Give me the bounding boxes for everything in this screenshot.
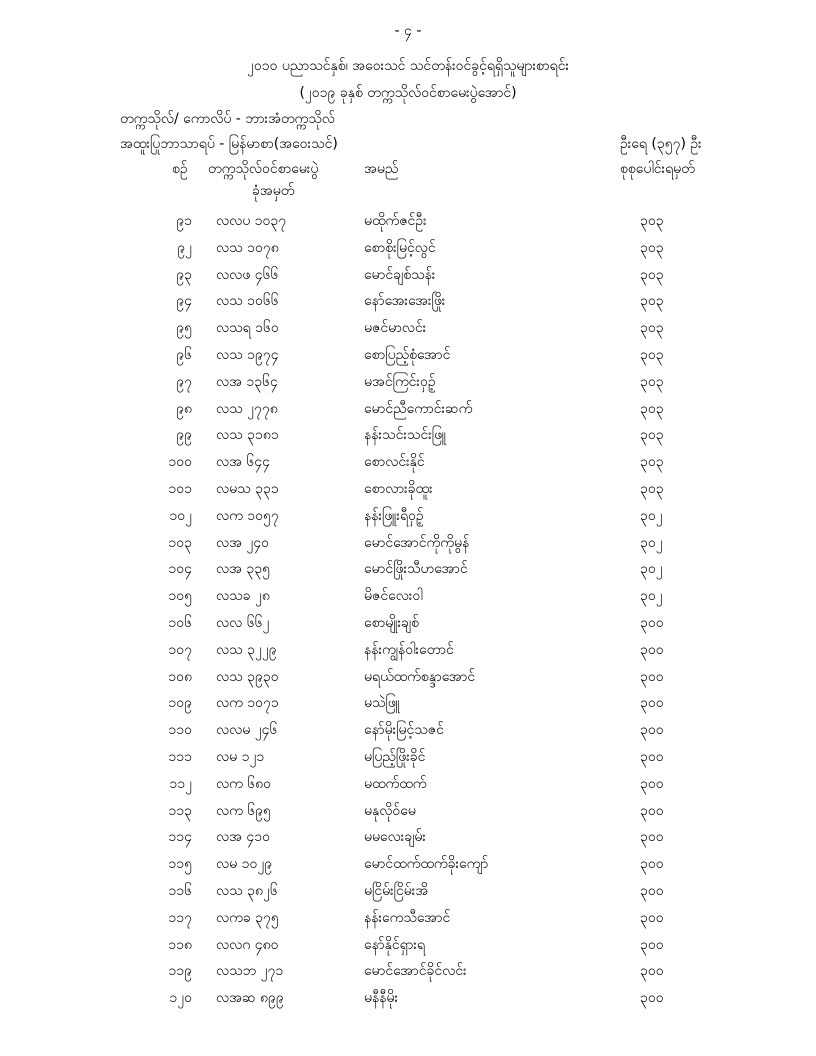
- total-score: ၃၀၃: [640, 266, 664, 283]
- table-row: [0, 717, 816, 744]
- table-row: [0, 958, 816, 985]
- candidate-name: မောင်ဖြိုးသီဟအောင်: [364, 561, 468, 578]
- roll-number: လမ ၁၀၂၉: [216, 856, 273, 873]
- roll-number: လသ ၁၀၆၆: [216, 293, 279, 310]
- roll-number: လသရ ၁၆၀: [216, 320, 279, 337]
- row-number: ၁၀၃: [168, 534, 192, 551]
- candidate-name: မအင်ကြင်းဝှဉ့်: [364, 373, 436, 390]
- header-score: စုစုပေါင်းရမှတ်: [620, 161, 695, 177]
- roll-number: လအ ၄၁၀: [216, 829, 271, 846]
- roll-number: လသ ၁၀၇၈: [216, 239, 279, 256]
- cutoff-label: ဦးရေ (၃၅၇) ဦး: [620, 136, 702, 152]
- roll-number: လမ ၁၂၁: [216, 748, 265, 765]
- roll-number: လလမ ၂၄၆: [216, 722, 278, 739]
- table-row: [0, 556, 816, 583]
- roll-number: လအ ၃၃၅: [216, 561, 271, 578]
- row-number: ၉၆: [176, 346, 192, 363]
- roll-number: လက ၆၉၅: [216, 802, 271, 819]
- candidate-name: မသဲဖြူ: [364, 695, 400, 712]
- candidate-name: နော်နိုင်ရှားရ: [364, 936, 425, 953]
- table-row: [0, 369, 816, 396]
- university-line: တက္ကသိုလ်/ ကောလိပ် - ဘားအံတက္ကသိုလ်: [120, 111, 335, 127]
- total-score: ၃၀၀: [640, 856, 664, 873]
- candidate-name: မောင်အောင်ခိုင်လင်း: [364, 963, 467, 980]
- row-number: ၁၁၂: [169, 775, 192, 792]
- roll-number: လသခ ၂၈: [216, 588, 270, 605]
- row-number: ၉၅: [176, 320, 192, 337]
- total-score: ၃၀၃: [640, 480, 664, 497]
- candidate-name: စောစိုးမြင့်လွင်: [364, 239, 436, 256]
- table-row: [0, 288, 816, 315]
- row-number: ၉၁: [176, 213, 192, 229]
- total-score: ၃၀၀: [640, 775, 664, 792]
- roll-number: လအ ၆၄၄: [216, 454, 271, 471]
- row-number: ၁၀၉: [168, 695, 192, 712]
- row-number: ၉၄: [176, 293, 192, 310]
- total-score: ၃၀၀: [640, 829, 664, 846]
- candidate-name: နော်မိုးမြင့်သဇင်: [364, 722, 444, 739]
- row-number: ၁၀၆: [168, 614, 192, 631]
- table-row: [0, 315, 816, 342]
- candidate-name: မောင်ချစ်သန်း: [364, 266, 436, 283]
- total-score: ၃၀၀: [640, 882, 664, 899]
- table-row: [0, 798, 816, 825]
- table-row: [0, 396, 816, 423]
- total-score: ၃၀၃: [640, 346, 664, 363]
- header-roll: တက္ကသိုလ်ဝင်စာမေးပွဲ: [208, 161, 319, 177]
- roll-number: လလဖ ၄၆၆: [216, 266, 279, 283]
- candidate-name: စောမျိုးချစ်: [364, 614, 419, 631]
- roll-number: လလ ၆၆၂: [216, 614, 270, 631]
- roll-number: လသ ၃၉၃၀: [216, 668, 279, 685]
- total-score: ၃၀၂: [640, 507, 663, 524]
- total-score: ၃၀၂: [640, 588, 663, 605]
- results-table: [0, 208, 816, 1012]
- header-no: စဉ်: [172, 161, 188, 177]
- total-score: ၃၀၂: [640, 561, 663, 578]
- total-score: ၃၀၀: [640, 936, 664, 953]
- table-row: [0, 637, 816, 664]
- candidate-name: မမလေးချမ်း: [364, 829, 426, 846]
- total-score: ၃၀၃: [640, 454, 664, 471]
- table-row: [0, 824, 816, 851]
- total-score: ၃၀၃: [640, 427, 664, 444]
- roll-number: လအဆ ၈၉၉: [216, 990, 284, 1007]
- table-row: [0, 932, 816, 959]
- roll-number: လက ၁၀၅၇: [216, 507, 279, 524]
- total-score: ၃၀၂: [640, 534, 663, 551]
- total-score: ၃၀၀: [640, 990, 664, 1007]
- row-number: ၉၂: [177, 239, 192, 256]
- row-number: ၁၁၀: [168, 722, 192, 739]
- row-number: ၁၀၅: [168, 588, 192, 605]
- total-score: ၃၀၀: [640, 963, 664, 980]
- candidate-name: မောင်ညီကောင်းဆက်: [364, 400, 473, 417]
- row-number: ၁၁၄: [168, 829, 192, 846]
- total-score: ၃၀၀: [640, 748, 664, 765]
- row-number: ၁၁၅: [168, 856, 192, 873]
- total-score: ၃၀၃: [640, 373, 664, 390]
- roll-number: လသ ၁၉၇၄: [216, 346, 279, 363]
- table-row: [0, 476, 816, 503]
- candidate-name: မောင်ထက်ထက်ခိုးကျော်: [364, 856, 489, 873]
- table-row: [0, 985, 816, 1012]
- total-score: ၃၀၀: [640, 722, 664, 739]
- roll-number: လလဂ ၄၈၀: [216, 936, 279, 953]
- table-row: [0, 342, 816, 369]
- candidate-name: မိဇင်လေးဝါ: [364, 588, 423, 605]
- row-number: ၁၁၈: [168, 936, 192, 953]
- table-row: [0, 878, 816, 905]
- candidate-name: မနုလိုဝ်မေ: [364, 802, 416, 819]
- table-row: [0, 851, 816, 878]
- table-row: [0, 610, 816, 637]
- row-number: ၁၀၄: [168, 561, 192, 578]
- table-row: [0, 771, 816, 798]
- roll-number: လလပ ၁၀၃၇: [216, 213, 287, 229]
- candidate-name: မရယ်ထက်စန္ဒာအောင်: [364, 668, 476, 685]
- total-score: ၃၀၃: [640, 239, 664, 256]
- roll-number: လက ၆၈၀: [216, 775, 272, 792]
- row-number: ၁၀၀: [168, 454, 192, 471]
- roll-number: လသ ၂၇၇၈: [216, 400, 278, 417]
- row-number: ၁၀၂: [169, 507, 192, 524]
- table-row: [0, 208, 816, 235]
- row-number: ၉၈: [176, 400, 192, 417]
- table-row: [0, 422, 816, 449]
- row-number: ၉၃: [176, 266, 192, 283]
- row-number: ၁၀၇: [168, 641, 192, 658]
- total-score: ၃၀၀: [640, 909, 664, 926]
- total-score: ၃၀၃: [640, 320, 664, 337]
- table-row: [0, 905, 816, 932]
- candidate-name: နော်အေးအေးဖြိုး: [364, 293, 446, 310]
- total-score: ၃၀၀: [640, 668, 664, 685]
- row-number: ၁၁၁: [168, 748, 192, 765]
- table-row: [0, 262, 816, 289]
- header-roll-line2: ခုံအမှတ်: [252, 183, 295, 199]
- table-row: [0, 235, 816, 262]
- row-number: ၉၇: [176, 373, 192, 390]
- row-number: ၁၀၁: [168, 480, 192, 497]
- subject-line: အထူးပြုဘာသာရပ် - မြန်မာစာ(အဝေးသင်): [120, 136, 338, 152]
- table-row: [0, 690, 816, 717]
- row-number: ၁၁၃: [168, 802, 192, 819]
- table-row: [0, 449, 816, 476]
- header-name: အမည်: [364, 161, 399, 177]
- row-number: ၁၁၇: [168, 909, 192, 926]
- row-number: ၁၂၀: [169, 990, 192, 1007]
- total-score: ၃၀၀: [640, 695, 664, 712]
- row-number: ၁၁၆: [168, 882, 192, 899]
- candidate-name: စောလားခိုထူး: [364, 480, 433, 497]
- candidate-name: မောင်အောင်ကိုကိုမွန်: [364, 534, 470, 551]
- roll-number: လသ ၃၁၈၁: [216, 427, 279, 444]
- total-score: ၃၀၀: [640, 802, 664, 819]
- roll-number: လကခ ၃၇၅: [216, 909, 279, 926]
- candidate-name: မပြည့်ဖြိုးခိုင်: [364, 748, 426, 765]
- document-subtitle: (၂၀၁၉ ခုနှစ် တက္ကသိုလ်ဝင်စာမေးပွဲအောင်): [299, 85, 517, 101]
- roll-number: လအ ၁၃၆၄: [216, 373, 278, 390]
- table-row: [0, 664, 816, 691]
- candidate-name: နန်းကေသီအောင်: [364, 909, 451, 926]
- candidate-name: စောလင်းနိုင်: [364, 454, 425, 471]
- total-score: ၃၀၃: [640, 293, 664, 310]
- roll-number: လမသ ၃၃၁: [216, 480, 279, 497]
- candidate-name: မဇင်မာလင်း: [364, 320, 427, 337]
- row-number: ၁၁၉: [168, 963, 192, 980]
- candidate-name: နန်းဖြူးရီဝှဉ့်: [364, 507, 424, 524]
- candidate-name: နန်းကျွန်ဝါးတောင်: [364, 641, 454, 658]
- table-row: [0, 744, 816, 771]
- document-title: ၂၀၁၀ ပညာသင်နှစ်၊ အဝေးသင် သင်တန်းဝင်ခွင့်ရရှိသူများစာရင်း: [246, 58, 570, 74]
- roll-number: လသဘ ၂၇၁: [216, 963, 284, 980]
- candidate-name: မထက်ထက်: [364, 775, 427, 792]
- table-row: [0, 503, 816, 530]
- table-row: [0, 583, 816, 610]
- row-number: ၉၉: [176, 427, 192, 444]
- total-score: ၃၀၀: [640, 614, 664, 631]
- table-row: [0, 530, 816, 557]
- roll-number: လအ ၂၄၀: [216, 534, 270, 551]
- candidate-name: မငြိမ်းငြိမ်းအိ: [364, 882, 429, 899]
- roll-number: လသ ၃၂၂၉: [216, 641, 277, 658]
- total-score: ၃၀၀: [640, 641, 664, 658]
- row-number: ၁၀၈: [168, 668, 192, 685]
- roll-number: လသ ၃၈၂၆: [216, 882, 278, 899]
- roll-number: လက ၁၀၇၁: [216, 695, 279, 712]
- candidate-name: နန်းသင်းသင်းဖြူ: [364, 427, 447, 444]
- total-score: ၃၀၃: [640, 213, 664, 229]
- page-number: - ၄ -: [394, 23, 422, 39]
- candidate-name: မနီနီမိုး: [364, 990, 399, 1007]
- candidate-name: စောပြည့်စုံအောင်: [364, 346, 451, 363]
- candidate-name: မထိုက်ဇင်ဦး: [364, 213, 427, 229]
- total-score: ၃၀၃: [640, 400, 664, 417]
